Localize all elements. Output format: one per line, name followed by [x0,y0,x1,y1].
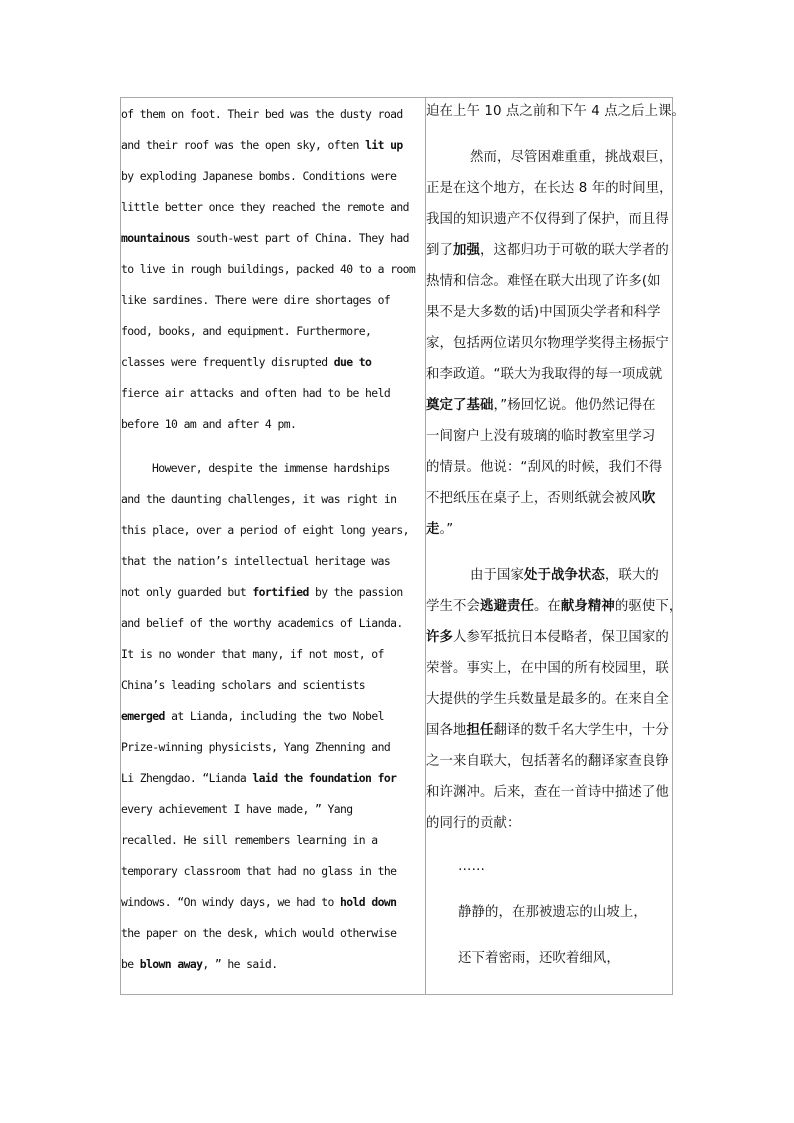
chinese-line: 和李政道。“联大为我取得的每一项成就 [426,367,663,382]
text-run: be [121,957,140,971]
english-line [121,230,409,246]
chinese-line [426,521,453,539]
chinese-line: 然而，尽管困难重重，挑战艰巨， [470,150,673,165]
text-run: not only guarded but [121,585,253,599]
english-line: every achievement I have made, ” Yang [121,802,353,816]
text-run: by the passion [308,585,403,599]
chinese-line [470,567,659,585]
chinese-line [426,722,669,740]
chinese-line: 家，包括两位诺贝尔物理学奖得主杨振宁 [426,336,669,351]
text-run: , ” he said. [202,957,278,971]
english-line: by exploding Japanese bombs. Conditions were [121,169,397,183]
vocabulary-term: emerged [121,709,165,723]
chinese-line: 热情和信念。难怪在联大出现了许多(如 [426,274,661,289]
text-run: classes were frequently disrupted [121,355,334,369]
english-line: China’s leading scholars and scientists [121,678,366,692]
text-run: 由于国家 [470,568,524,583]
english-line: However, despite the immense hardships [152,461,390,475]
vocabulary-term: 许多 [426,630,453,645]
text-run: and their roof was the open sky, often [121,138,366,152]
english-line: food, books, and equipment. Furthermore, [121,324,372,338]
chinese-line [426,629,669,647]
vocabulary-term: due to [333,355,372,369]
text-run: 不把纸压在桌子上，否则纸就会被风 [426,491,642,506]
chinese-text-cell [426,98,686,994]
bilingual-text-table [120,97,686,995]
poem-line: 还下着密雨，还吹着细风， [458,951,620,966]
english-text-cell [121,98,425,994]
vocabulary-term: 吹 [641,491,656,506]
text-run: 到了 [426,243,453,258]
vocabulary-term: 奠定了基础 [426,398,494,413]
poem-line: 静静的，在那被遗忘的山坡上， [458,905,647,920]
chinese-line: 的情景。他说：“刮风的时候，我们不得 [426,460,663,475]
vocabulary-term: 献身精神 [560,599,615,614]
english-line: like sardines. There were dire shortages of [121,293,391,307]
chinese-line [426,242,669,260]
text-run: ，联大的 [604,568,659,583]
english-line [121,956,277,972]
text-run: 国各地 [426,723,467,738]
vocabulary-term: 加强 [452,243,480,258]
english-line: Prize-winning physicists, Yang Zhenning and [121,740,391,754]
text-run: 。” [439,522,454,537]
english-line [121,770,396,786]
text-run: 人参军抵抗日本侵略者，保卫国家的 [452,630,669,645]
text-run: ，”杨回忆说。他仍然记得在 [493,398,656,413]
chinese-line: 一间窗户上没有玻璃的临时教室里学习 [426,429,656,444]
vocabulary-term: laid the foundation for [252,771,397,785]
text-run: 学生不会 [426,599,480,614]
text-run: windows. “On windy days, we had to [121,895,341,909]
english-line [121,137,403,153]
english-line: before 10 am and after 4 pm. [121,417,297,431]
vocabulary-term: blown away [139,957,203,971]
chinese-line: 之一来自联大，包括著名的翻译家查良铮 [426,754,669,769]
chinese-line [426,397,656,415]
english-line: little better once they reached the remote and [121,200,409,214]
chinese-line: 迫在上午 10 点之前和下午 4 点之后上课。 [426,104,686,119]
vocabulary-term: 走 [426,522,440,537]
english-line [121,708,384,724]
chinese-line: 和许渊冲。后来，查在一首诗中描述了他 [426,785,669,800]
english-line [121,584,403,600]
english-line: fierce air attacks and often had to be held [121,386,391,400]
text-run: 的驱使下， [614,599,683,614]
english-line: recalled. He sill remembers learning in a [121,833,378,847]
english-line [121,354,371,370]
english-line: and the daunting challenges, it was right in [121,492,397,506]
vocabulary-term: 逃避责任 [479,599,534,614]
chinese-line [426,490,655,508]
chinese-line: 果不是大多数的话)中国顶尖学者和科学 [426,305,661,320]
text-run: at Lianda, including the two Nobel [164,709,384,723]
vocabulary-term: mountainous [121,231,190,245]
chinese-line: 荣誉。事实上，在中国的所有校园里，联 [426,661,669,676]
chinese-line: 我国的知识遗产不仅得到了保护，而且得 [426,212,669,227]
poem-line: …… [458,859,485,874]
chinese-line: 正是在这个地方，在长达 8 年的时间里， [426,181,673,196]
english-line: and belief of the worthy academics of Lianda. [121,616,403,630]
english-line: this place, over a period of eight long years, [121,523,409,537]
vocabulary-term: fortified [252,585,309,599]
english-line: that the nation’s intellectual heritage was [121,554,391,568]
vocabulary-term: lit up [365,138,403,152]
vocabulary-term: hold down [340,895,397,909]
english-line [121,894,396,910]
vocabulary-term: 担任 [466,723,494,738]
english-line: temporary classroom that had no glass in the [121,864,397,878]
chinese-line: 大提供的学生兵数量是最多的。在来自全 [426,692,669,707]
english-line: the paper on the desk, which would otherwise [121,926,397,940]
english-line: of them on foot. Their bed was the dusty road [121,107,403,121]
text-run: ，这都归功于可敬的联大学者的 [479,243,669,258]
chinese-line [426,598,682,616]
text-run: 翻译的数千名大学生中，十分 [493,723,669,738]
english-line: It is no wonder that many, if not most, of [121,647,384,661]
text-run: 。在 [533,599,561,614]
text-run: Li Zhengdao. “Lianda [121,771,253,785]
text-run: south-west part of China. They had [189,231,409,245]
vocabulary-term: 处于战争状态 [523,568,605,583]
english-line: to live in rough buildings, packed 40 to a room [121,262,416,276]
chinese-line: 的同行的贡献： [426,816,521,831]
